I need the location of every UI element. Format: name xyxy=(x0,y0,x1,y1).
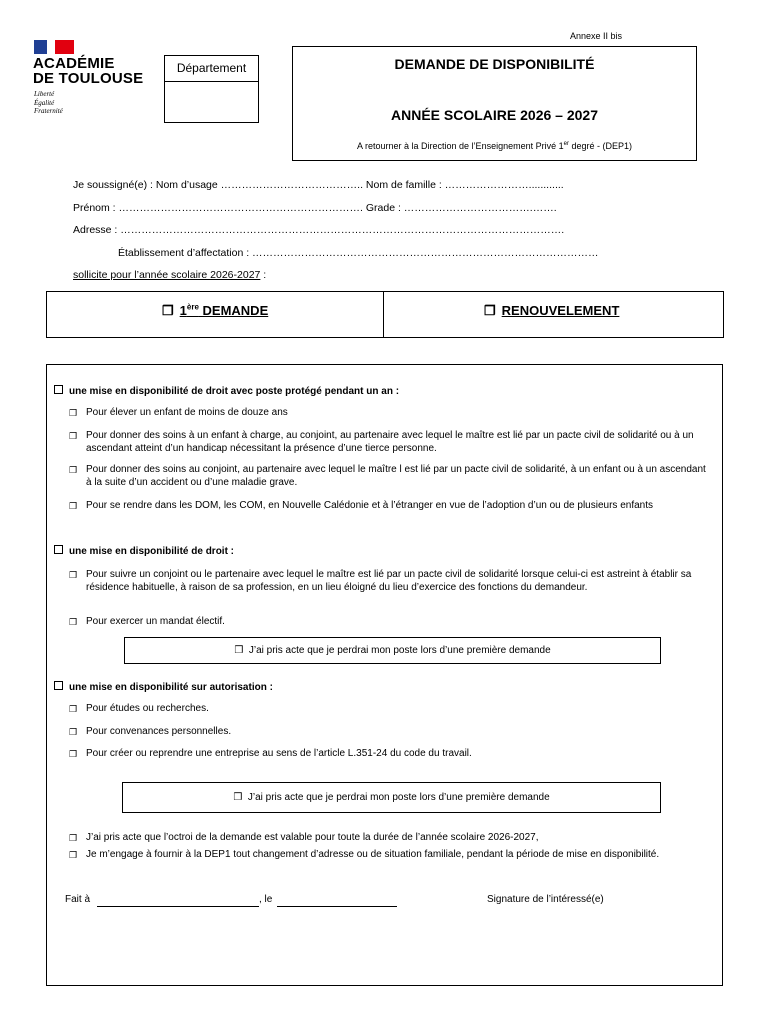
acknowledgement-note-1[interactable]: ❒ J’ai pris acte que je perdrai mon poste lors d’une première demande xyxy=(124,637,661,664)
checkbox-icon[interactable]: ❒ xyxy=(69,501,78,511)
academy-name-line1: ACADÉMIE xyxy=(33,55,115,72)
renewal-option[interactable]: ❒ RENOUVELEMENT xyxy=(484,303,620,318)
marianne-flag-logo xyxy=(34,40,74,54)
motto-egalite: Égalité xyxy=(34,98,55,107)
checkbox-icon[interactable]: ❒ xyxy=(69,704,78,714)
checkbox-icon[interactable]: ❒ xyxy=(162,303,174,318)
checkbox-icon[interactable]: ❒ xyxy=(69,749,78,759)
academy-name xyxy=(33,56,143,86)
firstname-grade-line[interactable]: Prénom : ……………………………………………………………. Grade : ……………………………….……. xyxy=(73,202,557,214)
section-right-title[interactable]: une mise en disponibilité de droit : xyxy=(54,545,234,557)
checkbox-icon[interactable]: ❒ xyxy=(69,850,78,860)
establishment-line[interactable]: Établissement d’affectation : ……………………………………………………………………………………… xyxy=(118,247,599,259)
academy-name-line2: DE TOULOUSE xyxy=(33,70,144,87)
department-box xyxy=(164,55,259,123)
checkbox-icon[interactable] xyxy=(54,385,63,394)
checkbox-icon[interactable] xyxy=(54,545,63,554)
request-type-box xyxy=(46,291,724,338)
checkbox-icon[interactable]: ❒ xyxy=(69,570,78,580)
fait-a-label: Fait à xyxy=(65,894,91,905)
checkbox-icon[interactable]: ❒ xyxy=(233,792,243,803)
flag-red-band xyxy=(55,40,74,54)
first-request-option[interactable]: ❒ 1ère DEMANDE xyxy=(162,302,269,318)
checkbox-icon[interactable]: ❒ xyxy=(234,645,244,656)
form-title: DEMANDE DE DISPONIBILITÉ xyxy=(394,56,595,72)
signature-label: Signature de l’intéressé(e) xyxy=(487,894,604,905)
republic-motto xyxy=(34,90,63,116)
address-line[interactable]: Adresse : ………………………………………………………………………………………………………………. xyxy=(73,224,565,236)
checkbox-icon[interactable]: ❒ xyxy=(69,833,78,843)
checkbox-icon[interactable]: ❒ xyxy=(69,727,78,737)
flag-blue-band xyxy=(34,40,47,54)
checkbox-icon[interactable]: ❒ xyxy=(69,408,78,418)
school-year-title: ANNÉE SCOLAIRE 2026 – 2027 xyxy=(391,107,598,123)
checkbox-icon[interactable]: ❒ xyxy=(69,465,78,475)
request-intro: sollicite pour l’année scolaire 2026-2027 : xyxy=(73,269,267,281)
fait-a-field[interactable] xyxy=(97,906,259,907)
title-box xyxy=(292,46,697,161)
return-instruction: A retourner à la Direction de l’Enseignement Privé 1er degré - (DEP1) xyxy=(357,141,632,151)
name-line[interactable]: Je soussigné(e) : Nom d’usage ………………………………….. Nom de famille : ……………………............ xyxy=(73,179,564,191)
motto-fraternite: Fraternité xyxy=(34,107,63,115)
date-label: , le xyxy=(259,894,273,905)
date-field[interactable] xyxy=(277,906,397,907)
checkbox-icon[interactable]: ❒ xyxy=(69,617,78,627)
section-authorization-title[interactable]: une mise en disponibilité sur autorisation : xyxy=(54,681,273,693)
checkbox-icon[interactable] xyxy=(54,681,63,690)
checkbox-icon[interactable]: ❒ xyxy=(484,303,496,318)
annex-label: Annexe II bis xyxy=(570,31,623,41)
flag-white-band xyxy=(47,40,55,54)
acknowledgement-note-2[interactable]: ❒ J’ai pris acte que je perdrai mon poste lors d’une première demande xyxy=(122,782,661,813)
choice-divider xyxy=(383,292,384,337)
section-protected-title[interactable]: une mise en disponibilité de droit avec poste protégé pendant un an : xyxy=(54,385,399,397)
conditions-box: une mise en disponibilité de droit avec poste protégé pendant un an : ❒ Pour élever un enfant de moins de douze ans ❒ Pour donner des soins à un enfant à charge, au conjoint, au partenaire avec lequel le maître est lié par un pacte civil de solidarité ou à un ascendant atteint d’un handicap nécessitant la présence d’une tierce personne. ❒ Pour donner des soins au conjoint, au partenaire avec lequel le maître l est lié par un pacte civil de solidarité, à un enfant ou à un ascendant à la suite d’un accident ou d’une maladie grave. ❒ Pour se rendre dans les DOM, les COM, en Nouvelle Calédonie et à l’étranger en vue de l’adoption d’un ou de plusieurs enfants une mise en disponibilité de droit : ❒ Pour suivre un conjoint ou le partenaire avec lequel le maître est lié par un pacte civil de solidarité lorsque celui-ci est astreint à établir sa résidence habituelle, à raison de sa profession, en un lieu éloigné du lieu d’exercice des fonctions du demandeur. ❒ Pour exercer un mandat électif. ❒ J’ai pris acte que je perdrai mon poste lors d’une première demande une mise en disponibilité sur autorisation : ❒ Pour études ou recherches. ❒ Pour convenances personnelles. ❒ Pour créer ou reprendre une entreprise au sens de l’article L.351-24 du code du travail. ❒ J’ai pris acte que je perdrai mon poste lors d’une première demande ❒ J’ai pris acte que l’octroi de la demande est valable pour toute la durée de l’année scolaire 2026-2027, ❒ Je m’engage à fournir à la DEP1 tout changement d’adresse ou de situation familiale, pendant la période de mise en disponibilité. Fait à , le Signature de l’intéressé(e) xyxy=(46,364,723,986)
checkbox-icon[interactable]: ❒ xyxy=(69,431,78,441)
department-label: Département xyxy=(165,56,258,82)
motto-liberte: Liberté xyxy=(34,90,55,98)
